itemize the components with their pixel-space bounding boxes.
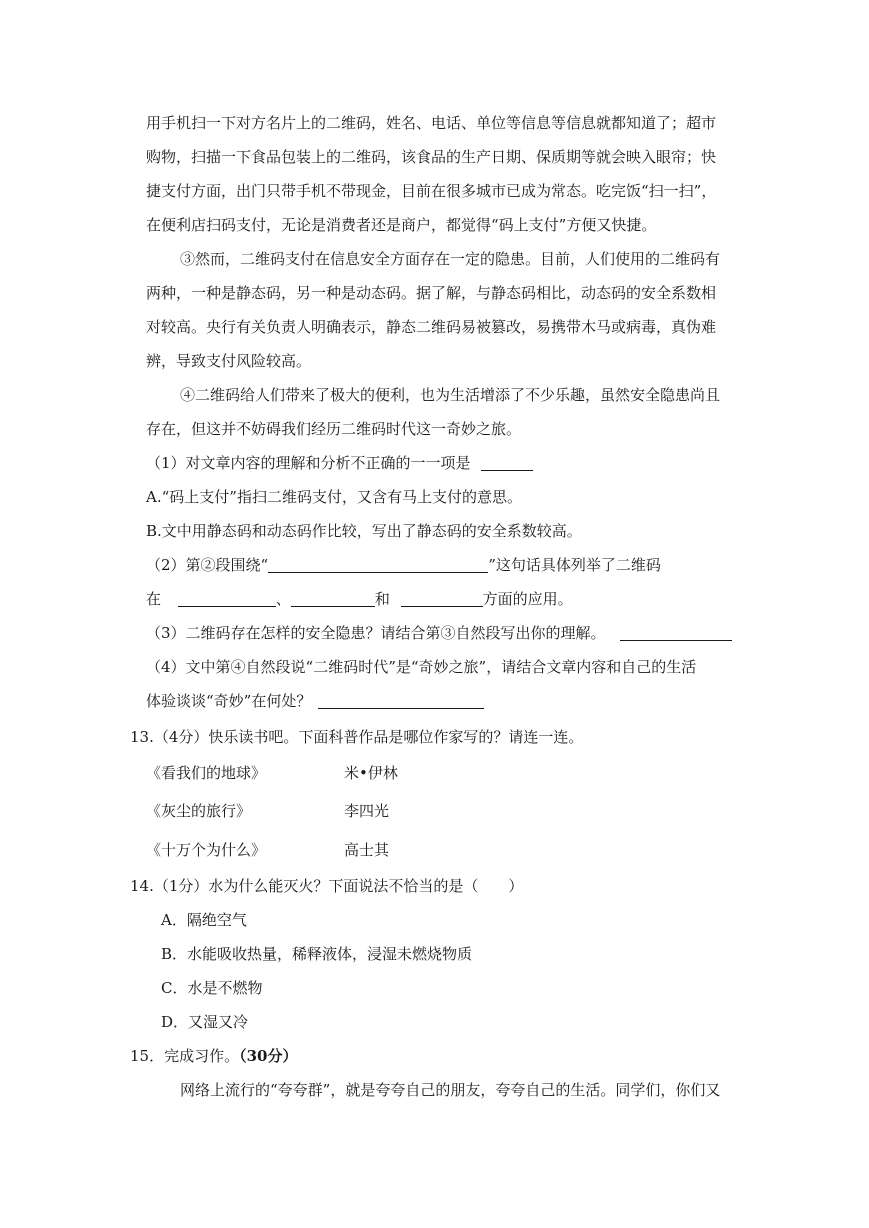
question-2-text: （2）第②段围绕“ [146,556,269,574]
question-13-stem: 13.（4分）快乐读书吧。下面科普作品是哪位作家写的？请连一连。 [130,728,584,746]
answer-blank[interactable] [318,692,484,709]
text-line: 捷支付方面，出门只带手机不带现金，目前在很多城市已成为常态。吃完饭“扫一扫”， [146,182,717,200]
answer-blank[interactable] [481,454,533,471]
question-14-stem: 14.（1分）水为什么能灭火？下面说法不恰当的是（ ） [130,877,524,895]
option-b: B.文中用静态码和动态码作比较，写出了静态码的安全系数较高。 [146,522,582,540]
book-title[interactable]: 《看我们的地球》 [146,764,267,782]
text-line: 辨，导致支付风险较高。 [146,352,312,370]
question-3-text: （3）二维码存在怎样的安全隐患？请结合第③自然段写出你的理解。 [146,624,606,642]
answer-blank[interactable] [401,590,483,607]
text-line: 存在，但这并不妨碍我们经历二维码时代这一奇妙之旅。 [146,420,522,438]
text-line: 网络上流行的“夸夸群”，就是夸夸自己的朋友，夸夸自己的生活。同学们，你们又 [180,1081,721,1099]
question-15-stem: 15．完成习作。 [130,1047,240,1065]
text-line: 购物，扫描一下食品包装上的二维码，该食品的生产日期、保质期等就会映入眼帘；快 [146,148,717,166]
book-title[interactable]: 《十万个为什么》 [146,841,267,859]
question-2-text: 在 [146,590,162,608]
option-c[interactable]: C．水是不燃物 [161,979,263,997]
author-name[interactable]: 米•伊林 [344,764,398,782]
question-2-text: 方面的应用。 [482,590,573,608]
text-line: 对较高。央行有关负责人明确表示，静态二维码易被篡改，易携带木马或病毒，真伪难 [146,318,717,336]
score-label: （30分） [239,1047,298,1065]
question-1-stem: （1）对文章内容的理解和分析不正确的一一项是 [146,454,471,472]
author-name[interactable]: 李四光 [344,802,390,820]
option-a: A.“码上支付”指扫二维码支付，又含有马上支付的意思。 [146,488,522,506]
text-line: 用手机扫一下对方名片上的二维码，姓名、电话、单位等信息等信息就都知道了；超市 [146,114,717,132]
book-title[interactable]: 《灰尘的旅行》 [146,802,252,820]
answer-blank[interactable] [620,624,732,641]
text-line: 两种，一种是静态码，另一种是动态码。据了解，与静态码相比，动态码的安全系数相 [146,284,717,302]
question-4-text: （4）文中第④自然段说“二维码时代”是“奇妙之旅”，请结合文章内容和自己的生活 [146,658,697,676]
question-2-text: 和 [374,590,390,608]
option-b[interactable]: B．水能吸收热量，稀释液体，浸湿未燃烧物质 [161,945,473,963]
text-line: ③然而，二维码支付在信息安全方面存在一定的隐患。目前，人们使用的二维码有 [180,250,721,268]
answer-blank[interactable] [291,590,375,607]
author-name[interactable]: 高士其 [344,841,390,859]
option-a[interactable]: A．隔绝空气 [161,911,247,929]
answer-blank[interactable] [268,556,488,573]
question-2-text: 、 [275,590,291,608]
answer-blank[interactable] [178,590,276,607]
question-2-text: ”这句话具体列举了二维码 [488,556,661,574]
option-d[interactable]: D．又湿又冷 [161,1013,249,1031]
question-4-text: 体验谈谈“奇妙”在何处？ [146,692,312,710]
text-line: ④二维码给人们带来了极大的便利，也为生活增添了不少乐趣，虽然安全隐患尚且 [180,386,721,404]
text-line: 在便利店扫码支付，无论是消费者还是商户，都觉得“码上支付”方便又快捷。 [146,216,657,234]
